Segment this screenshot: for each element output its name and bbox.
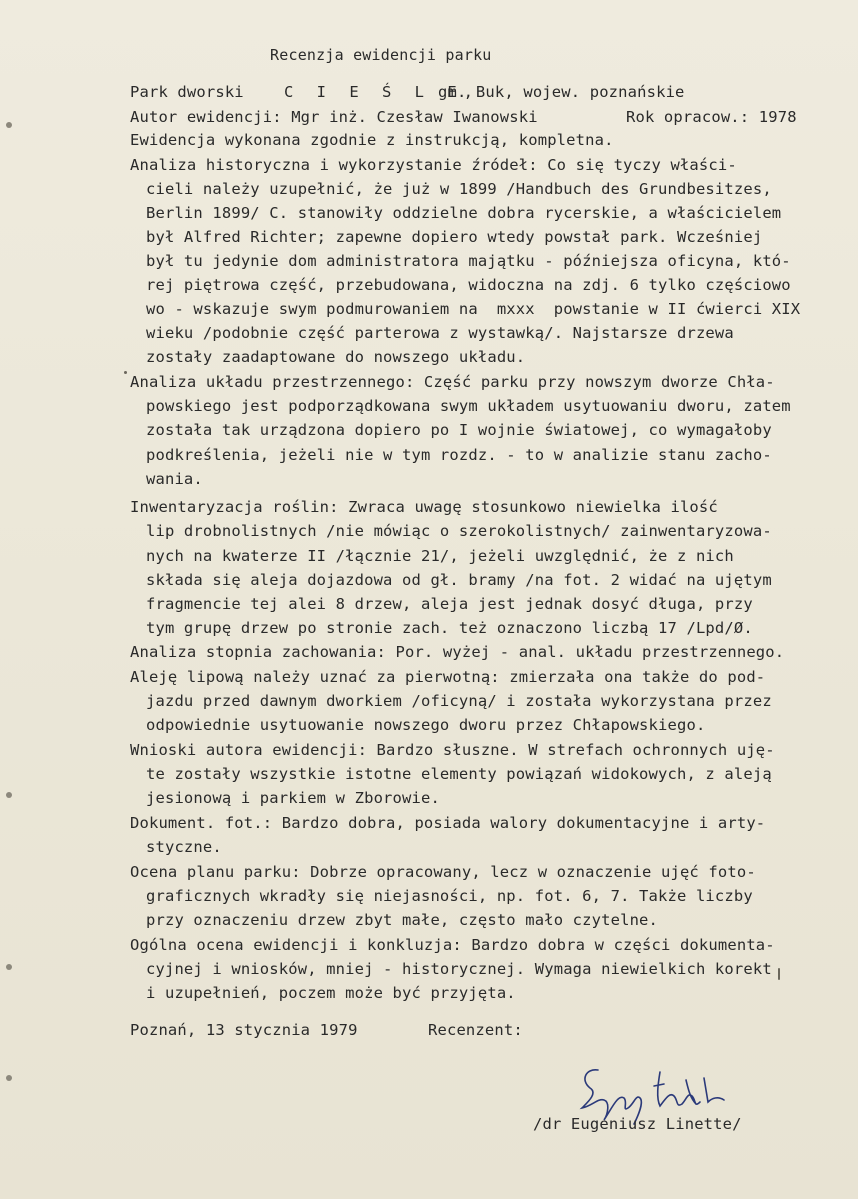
body-line: przy oznaczeniu drzew zbyt małe, często mało czytelne. <box>146 911 659 929</box>
body-line: był tu jedynie dom administratora majątku - późniejsza oficyna, któ- <box>146 252 791 270</box>
body-line: została tak urządzona dopiero po I wojnie światowej, co wymagałoby <box>146 421 772 439</box>
body-line: lip drobnolistnych /nie mówiąc o szerokolistnych/ zainwentaryzowa- <box>146 522 772 540</box>
body-line: jazdu przed dawnym dworkiem /oficyną/ i została wykorzystana przez <box>146 692 772 710</box>
punch-hole-bottom <box>6 1075 12 1081</box>
body-line: wania. <box>146 470 203 488</box>
body-line: Wnioski autora ewidencji: Bardzo słuszne. W strefach ochronnych uję- <box>130 741 775 759</box>
body-line: wo - wskazuje swym podmurowaniem na mxxx powstanie w II ćwierci XIX <box>146 300 801 318</box>
body-line: był Alfred Richter; zapewne dopiero wtedy powstał park. Wcześniej <box>146 228 763 246</box>
place-date: Poznań, 13 stycznia 1979 <box>130 1021 358 1039</box>
body-line: tym grupę drzew po stronie zach. też oznaczono liczbą 17 /Lpd/Ø. <box>146 619 753 637</box>
body-line: Analiza historyczna i wykorzystanie źródeł: Co się tyczy właści- <box>130 156 737 174</box>
body-line: odpowiednie usytuowanie nowszego dworu przez Chłapowskiego. <box>146 716 706 734</box>
body-line: Analiza układu przestrzennego: Część parku przy nowszym dworze Chła- <box>130 373 775 391</box>
body-line: Berlin 1899/ C. stanowiły oddzielne dobra rycerskie, a właścicielem <box>146 204 782 222</box>
body-line: Ocena planu parku: Dobrze opracowany, lecz w oznaczenie ujęć foto- <box>130 863 756 881</box>
body-line: te zostały wszystkie istotne elementy powiązań widokowych, z aleją <box>146 765 772 783</box>
punch-hole-middle <box>6 792 12 798</box>
body-line: podkreślenia, jeżeli nie w tym rozdz. - to w analizie stanu zacho- <box>146 446 772 464</box>
header-label: Park dworski <box>130 83 244 101</box>
body-line: Inwentaryzacja roślin: Zwraca uwagę stosunkowo niewielka ilość <box>130 498 718 516</box>
ink-fleck <box>778 968 780 980</box>
body-line: Ewidencja wykonana zgodnie z instrukcją, kompletna. <box>130 131 614 149</box>
reviewer-name: /dr Eugeniusz Linette/ <box>533 1115 742 1133</box>
body-line: Aleję lipową należy uznać za pierwotną: zmierzała ona także do pod- <box>130 668 766 686</box>
body-line: powskiego jest podporządkowana swym układem usytuowaniu dworu, zatem <box>146 397 791 415</box>
punch-hole-top <box>6 122 12 128</box>
body-line: wieku /podobnie część parterowa z wystawką/. Najstarsze drzewa <box>146 324 734 342</box>
body-line: cieli należy uzupełnić, że już w 1899 /Handbuch des Grundbesitzes, <box>146 180 772 198</box>
body-line: składa się aleja dojazdowa od gł. bramy /na fot. 2 widać na ujętym <box>146 571 772 589</box>
author-line: Autor ewidencji: Mgr inż. Czesław Iwanowski <box>130 108 538 126</box>
park-name: C I E Ś L E, <box>284 83 480 101</box>
body-line: i uzupełnień, poczem może być przyjęta. <box>146 984 516 1002</box>
reviewer-label: Recenzent: <box>428 1021 523 1039</box>
body-line: fragmencie tej alei 8 drzew, aleja jest jednak dosyć długa, przy <box>146 595 753 613</box>
body-line: jesionową i parkiem w Zborowie. <box>146 789 440 807</box>
body-line: styczne. <box>146 838 222 856</box>
year-line: Rok opracow.: 1978 <box>626 108 797 126</box>
document-title: Recenzja ewidencji parku <box>270 46 492 64</box>
body-line: nych na kwaterze II /łącznie 21/, jeżeli uwzględnić, że z nich <box>146 547 734 565</box>
body-line: zostały zaadaptowane do nowszego układu. <box>146 348 526 366</box>
ink-fleck <box>124 371 127 374</box>
body-line: Dokument. fot.: Bardzo dobra, posiada walory dokumentacyjne i arty- <box>130 814 766 832</box>
body-line: Analiza stopnia zachowania: Por. wyżej - anal. układu przestrzennego. <box>130 643 785 661</box>
body-line: Ogólna ocena ewidencji i konkluzja: Bardzo dobra w części dokumenta- <box>130 936 775 954</box>
body-line: graficznych wkradły się niejasności, np. fot. 6, 7. Także liczby <box>146 887 753 905</box>
body-line: rej piętrowa część, przebudowana, widoczna na zdj. 6 tylko częściowo <box>146 276 791 294</box>
body-line: cyjnej i wniosków, mniej - historycznej. Wymaga niewielkich korekt <box>146 960 772 978</box>
punch-hole-lower <box>6 964 12 970</box>
park-location: gm. Buk, wojew. poznańskie <box>438 83 685 101</box>
